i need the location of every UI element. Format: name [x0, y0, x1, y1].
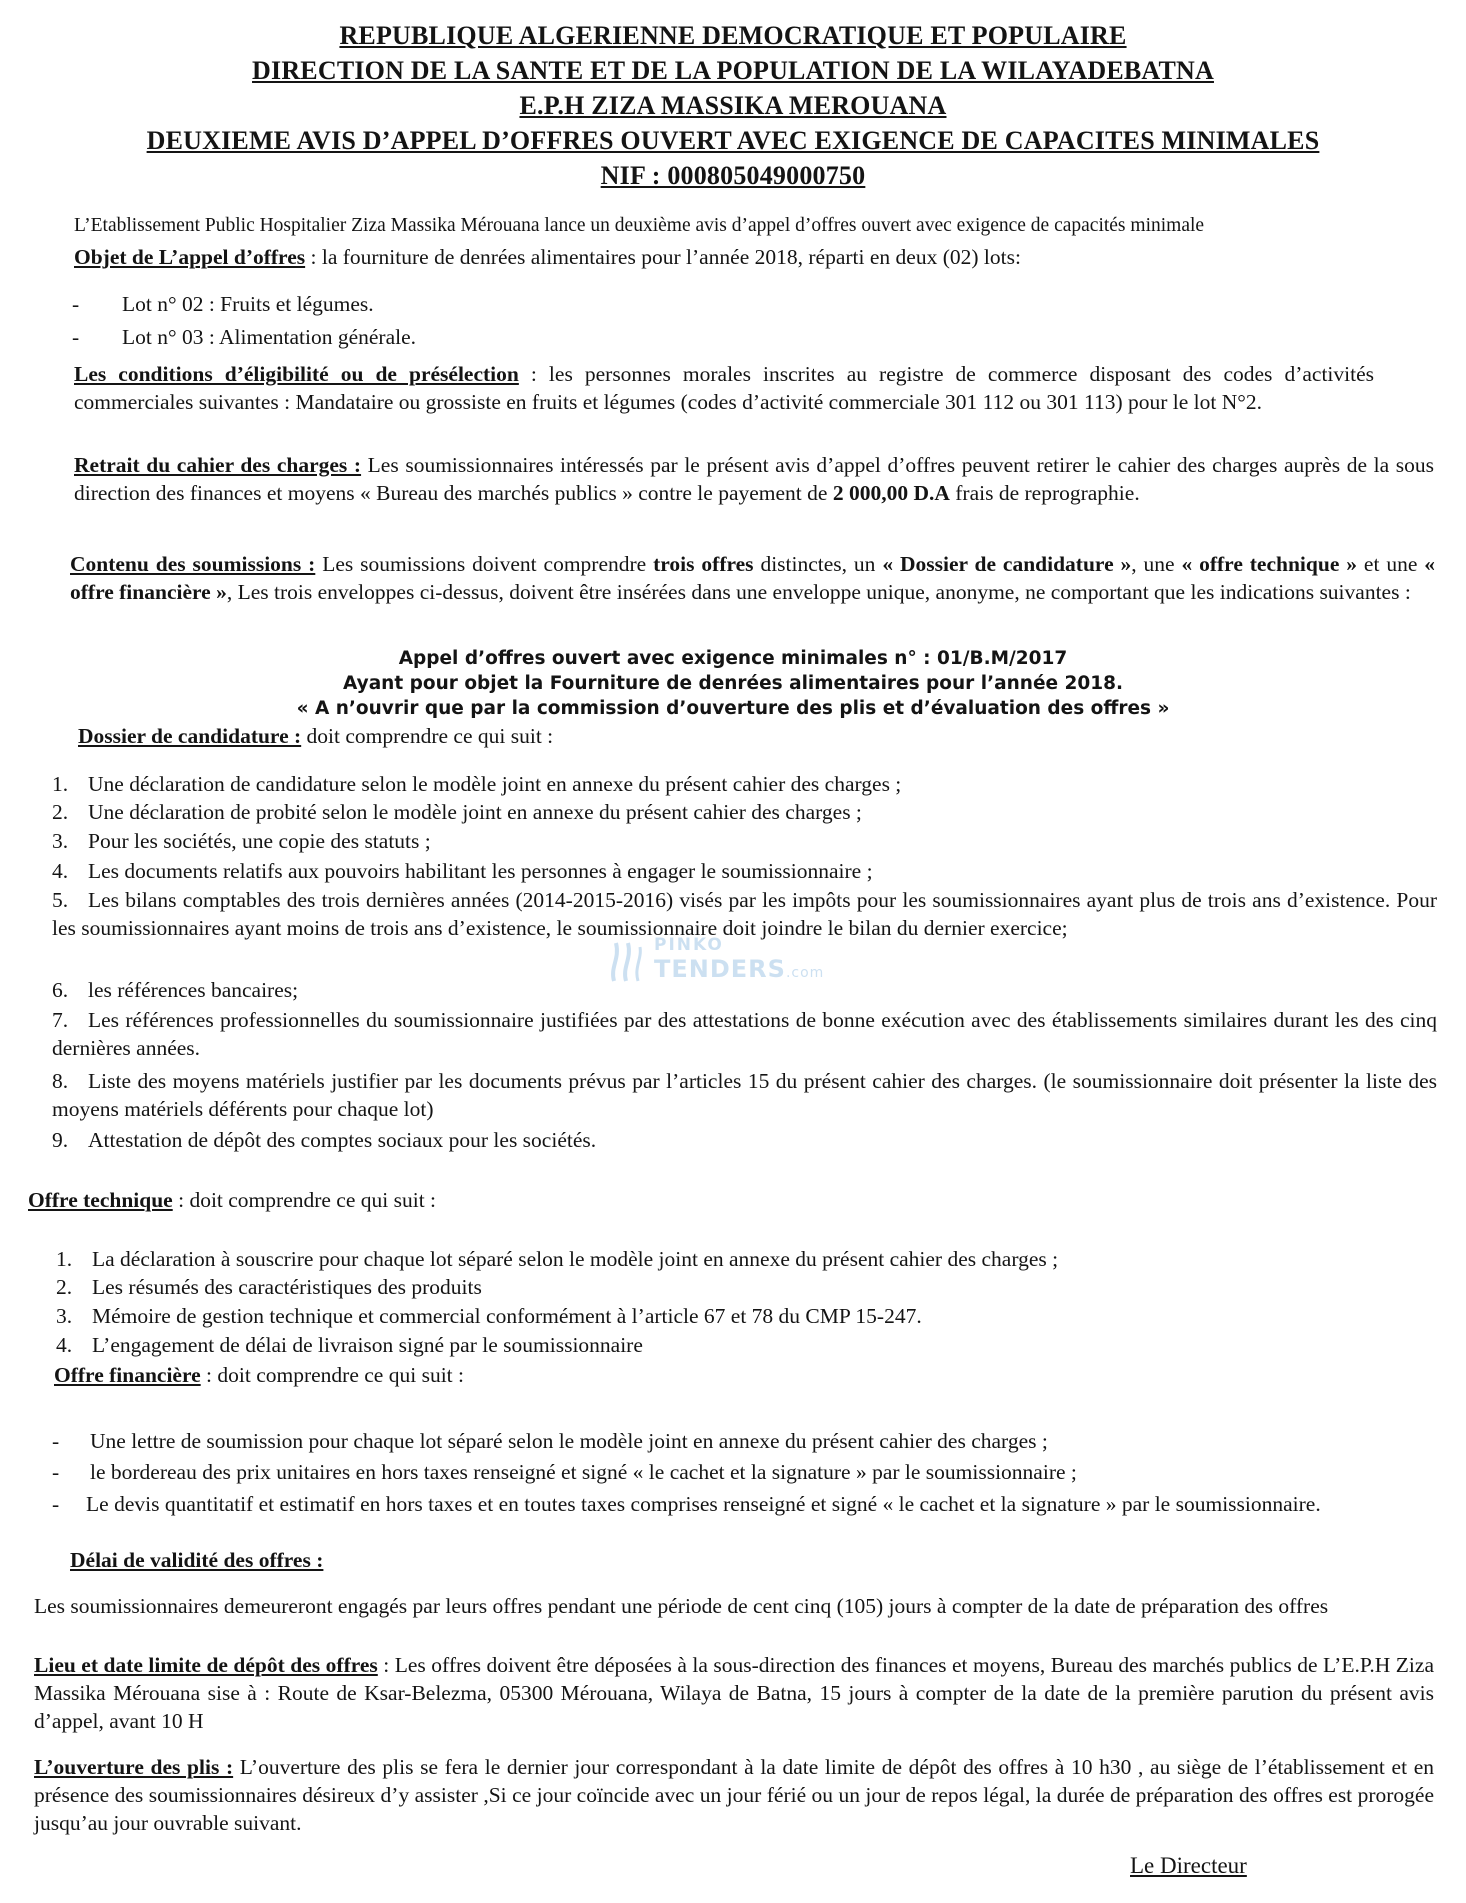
header-nif: NIF : 000805049000750	[600, 161, 866, 190]
objet-paragraph	[74, 243, 1021, 271]
list-text: Les résumés des caractéristiques des produits	[92, 1275, 482, 1299]
list-text: Le devis quantitatif et estimatif en hors taxes et en toutes taxes comprises renseigné et signé « le cachet et la signature » par le soumissionnaire.	[86, 1492, 1321, 1516]
header-republic: REPUBLIQUE ALGERIENNE DEMOCRATIQUE ET POPULAIRE	[339, 21, 1127, 50]
list-item	[52, 798, 1432, 826]
list-number: 1.	[52, 772, 69, 796]
lot-dash: -	[72, 325, 80, 349]
list-text: Une lettre de soumission pour chaque lot séparé selon le modèle joint en annexe du présent cahier des charges ;	[90, 1429, 1048, 1453]
list-text: Pour les sociétés, une copie des statuts ;	[88, 829, 431, 853]
watermark-logo	[608, 935, 868, 995]
contenu-text: , une	[1131, 552, 1182, 576]
lieu-text: : Les offres doivent être déposées à la sous-direction des finances et moyens, Bureau des marchés publics de L’E.P.H Ziza Massika Mérouana sise à : Route de Ksar-Belezma, 05300 Mérouana, Wilaya de Batna, 15 jours à compter de la date de la première parution du présent avis d’appel, avant 10 H	[34, 1653, 1434, 1733]
list-text: Mémoire de gestion technique et commercial conformément à l’article 67 et 78 du CMP 15-247.	[92, 1304, 922, 1328]
contenu-paragraph	[70, 550, 1435, 606]
list-item	[52, 857, 1432, 885]
header-notice-title: DEUXIEME AVIS D’APPEL D’OFFRES OUVERT AVEC EXIGENCE DE CAPACITES MINIMALES	[146, 126, 1320, 155]
header-direction: DIRECTION DE LA SANTE ET DE LA POPULATION DE LA WILAYADEBATNA	[252, 56, 1214, 85]
list-number: 1.	[56, 1247, 73, 1271]
list-dash: -	[52, 1429, 60, 1453]
watermark-suffix-text: .com	[785, 965, 825, 981]
lieu-paragraph	[34, 1651, 1434, 1735]
list-text: Les documents relatifs aux pouvoirs habilitant les personnes à engager le soumissionnaire ;	[88, 859, 873, 883]
list-text: L’engagement de délai de livraison signé par le soumissionnaire	[92, 1333, 643, 1357]
objet-label: Objet de L’appel d’offres	[74, 245, 306, 269]
conditions-text: : les personnes morales inscrites au registre de commerce disposant des codes d’activités commerciales suivantes : Mandataire ou grossiste en fruits et légumes (codes d’activité commerciale 301 112 ou 301 113) pour le lot N°2.	[74, 362, 1374, 414]
financiere-text: : doit comprendre ce qui suit :	[200, 1363, 464, 1387]
contenu-label: Contenu des soumissions :	[70, 552, 316, 576]
contenu-text: Les soumissions doivent comprendre	[315, 552, 654, 576]
list-item	[56, 1302, 1436, 1330]
list-number: 4.	[56, 1333, 73, 1357]
list-item	[56, 1331, 1436, 1359]
list-item	[52, 1006, 1437, 1062]
list-text: le bordereau des prix unitaires en hors taxes renseigné et signé « le cachet et la signature » par le soumissionnaire ;	[90, 1460, 1077, 1484]
list-item	[52, 770, 1432, 798]
validite-heading	[70, 1546, 323, 1574]
list-item	[52, 886, 1437, 942]
contenu-text: et une	[1357, 552, 1425, 576]
dossier-heading	[78, 722, 553, 750]
list-number: 7.	[52, 1008, 69, 1032]
dossier-label: Dossier de candidature :	[78, 724, 302, 748]
dossier-text: doit comprendre ce qui suit :	[301, 724, 554, 748]
list-dash: -	[52, 1460, 60, 1484]
list-text: Attestation de dépôt des comptes sociaux pour les sociétés.	[88, 1128, 597, 1152]
contenu-bold: « offre financière »	[70, 552, 1436, 604]
list-item	[56, 1273, 1436, 1301]
list-item	[52, 1067, 1437, 1123]
list-text: La déclaration à souscrire pour chaque lot séparé selon le modèle joint en annexe du présent cahier des charges ;	[92, 1247, 1059, 1271]
list-item	[52, 1126, 1432, 1154]
conditions-paragraph	[74, 360, 1374, 416]
list-number: 3.	[56, 1304, 73, 1328]
contenu-bold: « offre technique »	[1181, 552, 1358, 576]
envelope-line-2: Ayant pour objet la Fourniture de denrées alimentaires pour l’année 2018.	[342, 673, 1123, 694]
lot-dash: -	[72, 292, 80, 316]
list-text: Les références professionnelles du soumissionnaire justifiées par des attestations de bonne exécution avec des établissements similaires durant les des cinq dernières années.	[52, 1008, 1437, 1060]
retrait-label: Retrait du cahier des charges :	[74, 453, 362, 477]
list-number: 6.	[52, 978, 69, 1002]
list-text: Les bilans comptables des trois dernières années (2014-2015-2016) visés par les impôts pour les soumissionnaires ayant plus de trois ans d’existence. Pour les soumissionnaires ayant moins de trois ans d’existence, le soumissionnaire doit joindre le bilan du dernier exercice;	[52, 888, 1437, 940]
header-hospital: E.P.H ZIZA MASSIKA MEROUANA	[519, 91, 947, 120]
technique-text: : doit comprendre ce qui suit :	[172, 1188, 437, 1212]
retrait-paragraph	[74, 451, 1434, 507]
list-number: 9.	[52, 1128, 69, 1152]
list-dash: -	[52, 1492, 60, 1516]
envelope-line-3: « A n’ouvrir que par la commission d’ouverture des plis et d’évaluation des offres »	[296, 698, 1170, 719]
list-text: Une déclaration de candidature selon le modèle joint en annexe du présent cahier des charges ;	[88, 772, 902, 796]
contenu-text: distinctes, un	[753, 552, 883, 576]
contenu-bold: trois offres	[653, 552, 754, 576]
list-item	[52, 1490, 1437, 1518]
watermark-brand-text: TENDERS	[654, 955, 786, 983]
list-text: Une déclaration de probité selon le modèle joint en annexe du présent cahier des charges ;	[88, 800, 862, 824]
ouverture-text: L’ouverture des plis se fera le dernier jour correspondant à la date limite de dépôt des offres à 10 h30 , au siège de l’établissement et en présence des soumissionnaires désireux d’y assister ,Si ce jour coïncide avec un jour férié ou un jour de repos légal, la durée de préparation des offres est prorogée jusqu’au jour ouvrable suivant.	[34, 1755, 1434, 1835]
validite-text: Les soumissionnaires demeureront engagés par leurs offres pendant une période de cent cinq (105) jours à compter de la date de préparation des offres	[34, 1594, 1329, 1618]
list-number: 2.	[52, 800, 69, 824]
list-text: les références bancaires;	[88, 978, 299, 1002]
retrait-amount: 2 000,00 D.A	[832, 481, 950, 505]
watermark-bottom	[654, 955, 824, 983]
contenu-text: , Les trois enveloppes ci-dessus, doivent être insérées dans une enveloppe unique, anonyme, ne comportant que les indications suivantes :	[226, 580, 1411, 604]
conditions-label: Les conditions d’éligibilité ou de présélection	[74, 362, 519, 386]
list-number: 5.	[52, 888, 69, 912]
list-number: 2.	[56, 1275, 73, 1299]
contenu-bold: « Dossier de candidature »	[882, 552, 1132, 576]
technique-label: Offre technique	[28, 1188, 173, 1212]
document-header	[0, 18, 1466, 193]
lieu-label: Lieu et date limite de dépôt des offres	[34, 1653, 378, 1677]
intro-text: L’Etablissement Public Hospitalier Ziza Massika Mérouana lance un deuxième avis d’appel d’offres ouvert avec exigence de capacités minimale	[74, 215, 1205, 236]
retrait-text: Les soumissionnaires intéressés par le présent avis d’appel d’offres peuvent retirer le cahier des charges auprès de la sous direction des finances et moyens « Bureau des marchés publics » contre le payement de	[74, 453, 1435, 505]
list-item	[52, 827, 1432, 855]
retrait-text-end: frais de reprographie.	[949, 481, 1140, 505]
list-item	[56, 1245, 1436, 1273]
list-number: 3.	[52, 829, 69, 853]
list-number: 8.	[52, 1069, 69, 1093]
ouverture-paragraph	[34, 1753, 1434, 1837]
lot-text: Lot n° 02 : Fruits et légumes.	[122, 292, 374, 316]
lot-text: Lot n° 03 : Alimentation générale.	[122, 325, 416, 349]
technique-heading	[28, 1186, 436, 1214]
list-text: Liste des moyens matériels justifier par les documents prévus par l’articles 15 du présent cahier des charges. (le soumissionnaire doit présenter la liste des moyens matériels déférents pour chaque lot)	[52, 1069, 1437, 1121]
list-number: 4.	[52, 859, 69, 883]
objet-text: : la fourniture de denrées alimentaires pour l’année 2018, réparti en deux (02) lots:	[305, 245, 1021, 269]
envelope-line-1: Appel d’offres ouvert avec exigence minimales n° : 01/B.M/2017	[398, 648, 1068, 669]
signature-label: Le Directeur	[1130, 1853, 1247, 1878]
validite-label: Délai de validité des offres :	[70, 1548, 324, 1572]
ouverture-label: L’ouverture des plis :	[34, 1755, 234, 1779]
financiere-label: Offre financière	[54, 1363, 201, 1387]
watermark-wave-icon	[608, 937, 642, 985]
watermark-top-text: PINKO	[654, 935, 724, 955]
financiere-heading	[54, 1361, 464, 1389]
